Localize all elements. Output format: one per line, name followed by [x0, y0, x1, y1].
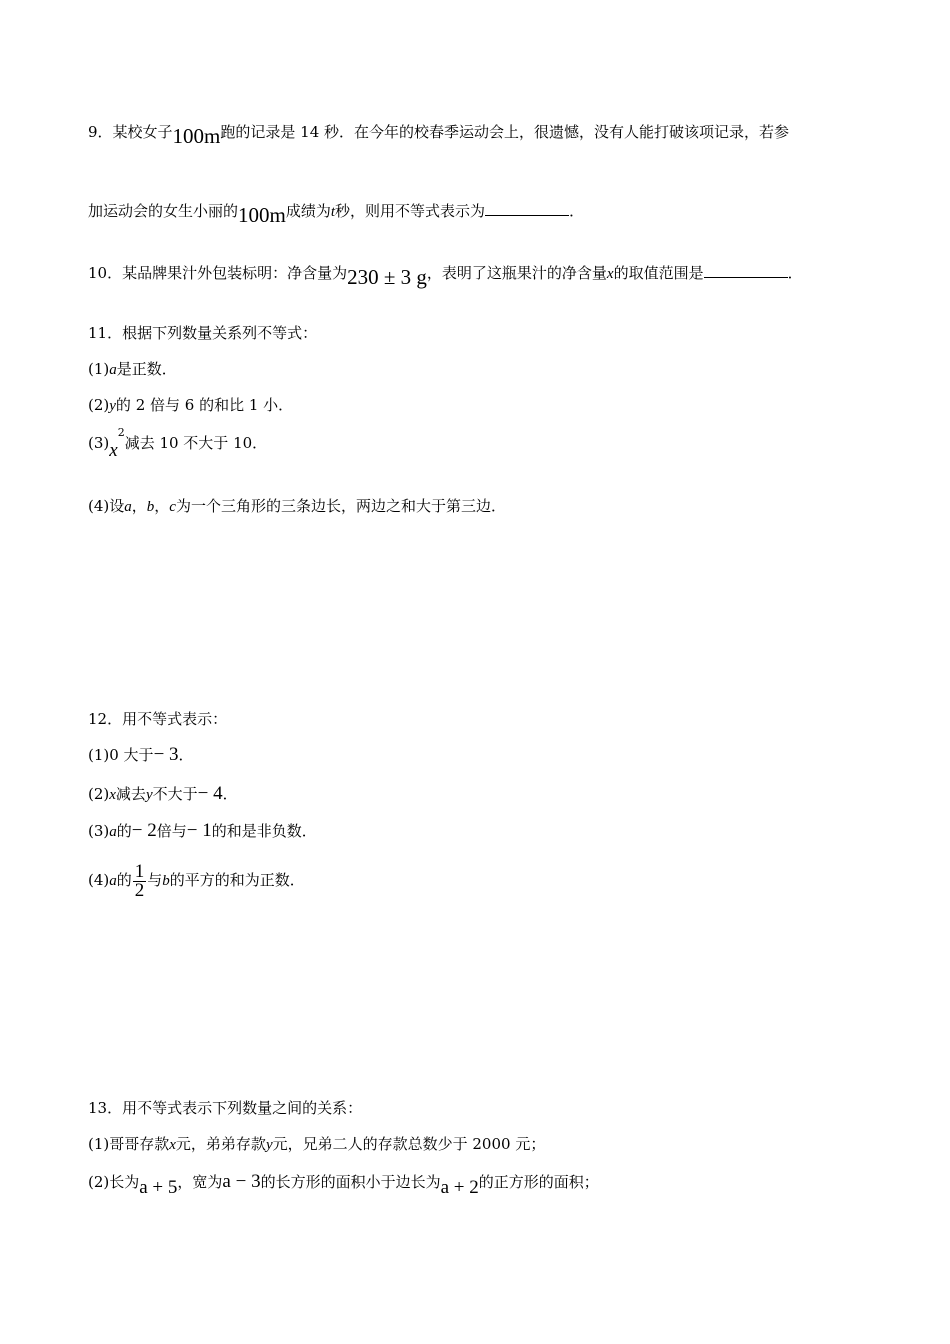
q10-answer-blank[interactable]	[704, 263, 788, 278]
question-9-line-1	[88, 120, 790, 148]
q13-i2-mid2: 的长方形的面积小于边长为	[260, 1173, 441, 1191]
q12-i4-b: b	[162, 873, 170, 889]
q11-i3-exponent: 2	[117, 426, 125, 439]
q12-i3-math-2: − 1	[186, 820, 212, 841]
q12-i3-post: 的和是非负数．	[211, 822, 317, 840]
q12-item-1	[88, 745, 194, 765]
q12-item-2	[88, 784, 238, 805]
q12-i2-y: y	[145, 787, 153, 803]
q12-i4-fraction	[133, 860, 147, 901]
q12-i1-end: ．	[178, 746, 194, 764]
q11-item-1	[88, 359, 177, 380]
q11-i3-pre: (3)	[88, 434, 110, 452]
q11-i2-var: y	[109, 398, 116, 414]
q11-i1-post: 是正数．	[116, 360, 177, 378]
fraction-numerator: 1	[134, 860, 145, 882]
q12-i3-mid2: 倍与	[156, 822, 187, 840]
q9-var-t: t	[330, 204, 336, 220]
q12-i4-a: a	[109, 873, 117, 889]
q11-item-2	[88, 395, 293, 416]
q13-i2-pre: (2)长为	[88, 1173, 140, 1191]
q10-end: ．	[787, 264, 803, 282]
q12-i4-mid: 的	[116, 871, 132, 889]
q9-text-3: 加运动会的女生小丽的	[88, 202, 239, 220]
q11-i3-var: x	[109, 440, 118, 461]
q11-item-4	[88, 496, 506, 517]
q11-i2-pre: (2)	[88, 396, 110, 414]
q13-item-2	[88, 1171, 599, 1198]
q13-i2-post: 的正方形的面积；	[478, 1173, 599, 1191]
q9-text-2: 跑的记录是 14 秒．在今年的校春季运动会上，很遗憾，没有人能打破该项记录，若参	[220, 123, 790, 141]
q13-i1-y: y	[265, 1137, 273, 1153]
question-11-stem: 11．根据下列数量关系列不等式：	[88, 324, 318, 342]
q12-i2-math: − 4	[197, 783, 223, 804]
q13-i2-math-3: a + 2	[440, 1177, 479, 1198]
question-10	[88, 261, 803, 289]
q13-i1-x: x	[169, 1137, 176, 1153]
q12-i1-pre: (1)0 大于	[88, 746, 154, 764]
q11-i4-c: c	[169, 499, 176, 515]
q10-var-x: x	[606, 266, 614, 282]
q10-text-3: 的取值范围是	[613, 264, 704, 282]
q13-i1-mid: 元，弟弟存款	[175, 1135, 266, 1153]
q12-i1-math: − 3	[153, 744, 179, 765]
q12-i4-post: 的平方的和为正数．	[169, 871, 305, 889]
question-12-stem: 12．用不等式表示：	[88, 710, 228, 728]
q13-i2-math-1: a + 5	[139, 1177, 178, 1198]
q9-text-1: 9．某校女子	[88, 123, 173, 141]
q11-i1-var: a	[109, 362, 117, 378]
question-13-stem: 13．用不等式表示下列数量之间的关系：	[88, 1099, 363, 1117]
q9-end: ．	[569, 202, 585, 220]
q12-i3-mid: 的	[116, 822, 132, 840]
q10-text-2: ，表明了这瓶果汁的净含量	[426, 264, 607, 282]
q12-i3-math-1: − 2	[131, 820, 157, 841]
q13-item-1	[88, 1134, 545, 1155]
q11-i4-b: b	[146, 499, 155, 515]
q13-i1-pre: (1)哥哥存款	[88, 1135, 170, 1153]
q12-i2-x: x	[109, 787, 116, 803]
q12-item-3	[88, 821, 317, 842]
q11-i4-post: 为一个三角形的三条边长，两边之和大于第三边．	[175, 497, 506, 515]
q12-i2-mid: 减去	[115, 785, 146, 803]
q12-i2-post: 不大于	[152, 785, 198, 803]
q10-math-volume: 230 ± 3 g	[347, 265, 427, 289]
q11-i4-pre: (4)设	[88, 497, 125, 515]
q13-i1-post: 元，兄弟二人的存款总数少于 2000 元；	[272, 1135, 546, 1153]
q9-text-5: 秒，则用不等式表示为	[335, 202, 486, 220]
q11-i4-sep2: ，	[154, 497, 170, 515]
q13-i2-mid: ，宽为	[177, 1173, 223, 1191]
q11-item-3	[88, 426, 268, 461]
q12-i3-pre: (3)	[88, 822, 110, 840]
q11-i2-post: 的 2 倍与 6 的和比 1 小．	[115, 396, 294, 414]
q9-math-100m: 100m	[172, 124, 221, 148]
q11-i1-pre: (1)	[88, 360, 110, 378]
q9-answer-blank[interactable]	[485, 201, 569, 216]
q10-text-1: 10．某品牌果汁外包装标明：净含量为	[88, 264, 348, 282]
fraction-denominator: 2	[134, 879, 145, 901]
q9-math-100m-2: 100m	[238, 203, 286, 227]
question-9-line-2	[88, 199, 585, 227]
q13-i2-math-2: a − 3	[222, 1171, 261, 1192]
q11-i4-sep1: ，	[131, 497, 147, 515]
q12-i3-a: a	[109, 824, 117, 840]
q12-i4-pre: (4)	[88, 871, 110, 889]
q11-i3-post: 减去 10 不大于 10．	[124, 434, 268, 452]
q9-text-4: 成绩为	[285, 202, 331, 220]
q11-i4-a: a	[124, 499, 132, 515]
q12-i4-mid2: 与	[147, 871, 163, 889]
q12-i2-pre: (2)	[88, 785, 110, 803]
q12-item-4	[88, 858, 305, 903]
q12-i2-end: ．	[222, 785, 238, 803]
